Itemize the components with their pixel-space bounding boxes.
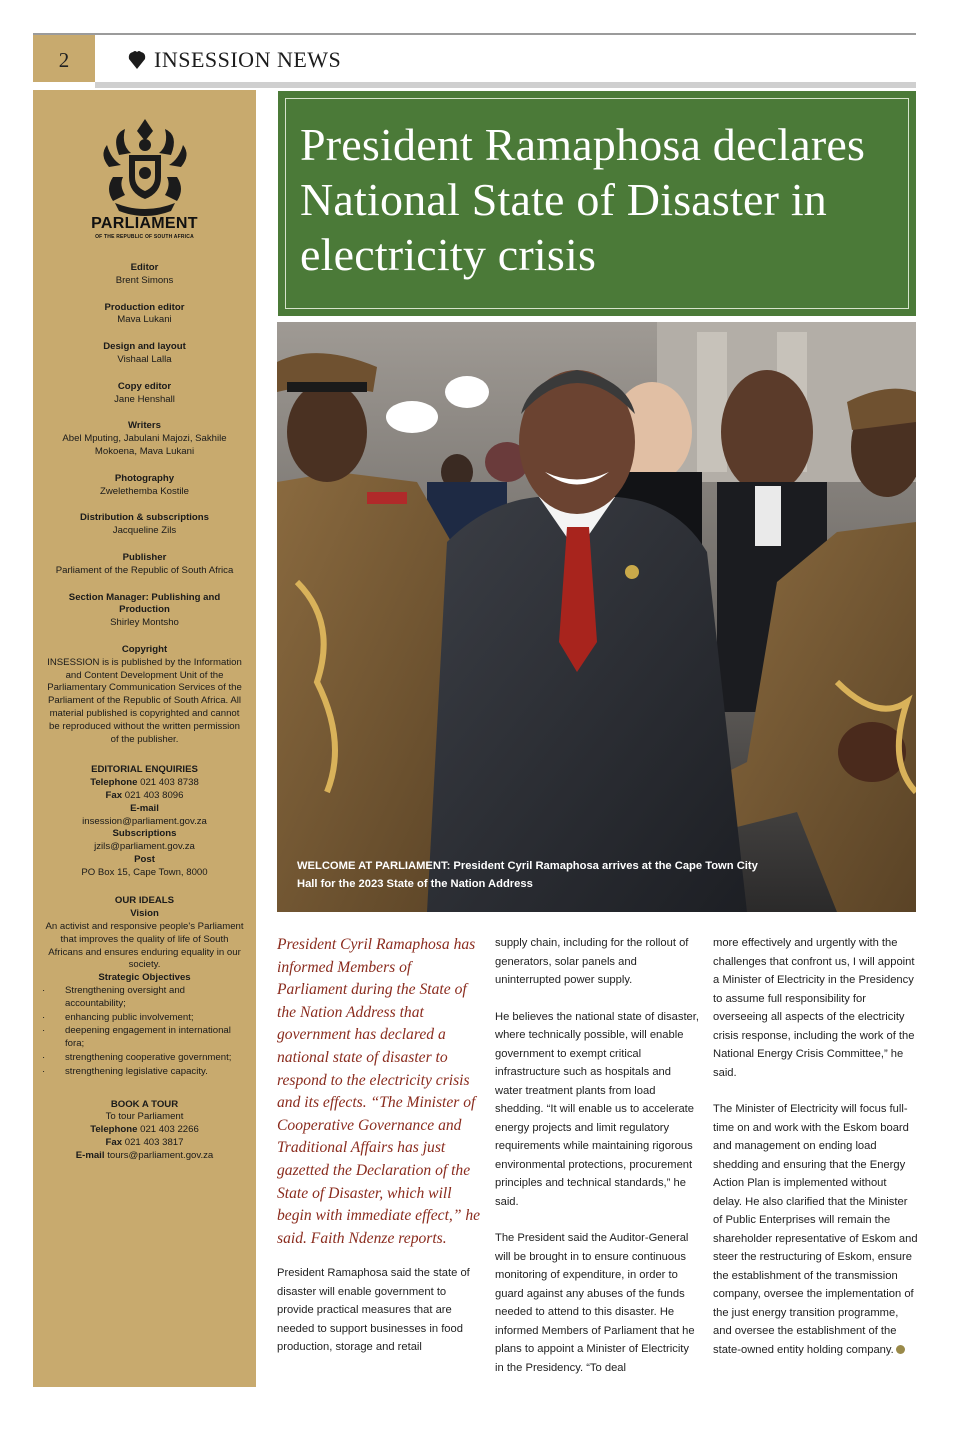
article-paragraph: supply chain, including for the rollout of generators, solar panels and uninterrupted power supply. — [495, 937, 689, 986]
tour-telephone: 021 403 2266 — [140, 1124, 199, 1136]
credit-names: Shirley Montsho — [110, 617, 179, 629]
article-paragraph: President Ramaphosa said the state of disaster will enable government to provide practical measures that are needed to support businesses in food production, storage and retail — [277, 1267, 470, 1354]
article-paragraph-text: The Minister of Electricity will focus full-time on and work with the Eskom board and management on ending load shedding and ensuring that the Energy Action Plan is implemented without delay. He also clarified that the Minister of Public Enterprises will remain the shareholder representative of Eskom and steer the restructuring of Eskom, ensure the establishment of the transmission company, oversee the implementation of the just energy transition programme, and oversee the establishment of the state-owned entity holding company. — [713, 1103, 918, 1356]
credit-block — [45, 262, 244, 288]
post-label: Post — [134, 853, 155, 865]
credit-names: Parliament of the Republic of South Africa — [55, 564, 234, 576]
page-number: 2 — [33, 35, 95, 82]
article-paragraph: He believes the national state of disaster, where technically possible, will enable government to exempt critical infrastructure such as hospitals and water treatment plants from load shedding. “It will enable us to accelerate energy projects and limit regulatory requirements while maintaining rigorous environmental protections, procurement principles and technical standards,” he said. — [495, 1010, 699, 1208]
ceremony-photo-illustration — [277, 322, 916, 912]
credit-role: Photography — [114, 472, 175, 484]
copyright-text: INSESSION is is published by the Information and Content Development Unit of the Parliamentary Communication Services of the Parliament of the Republic of South Africa. All material published is copyrighted and cannot be reproduced without the written permission of the publisher. — [47, 656, 242, 745]
list-item: · deepening engagement in international fora; — [45, 1025, 244, 1051]
subscriptions-label: Subscriptions — [112, 828, 177, 840]
credit-block — [45, 592, 244, 630]
credit-names: Abel Mputing, Jabulani Majozi, Sakhile Mokoena, Mava Lukani — [62, 433, 227, 457]
credit-block — [45, 341, 244, 367]
headline-box — [278, 91, 916, 316]
credit-role: Design and layout — [103, 341, 186, 353]
subscriptions-email-link[interactable]: jzils@parliament.gov.za — [94, 841, 195, 853]
article-column-1 — [277, 934, 482, 1375]
masthead-sidebar — [33, 90, 256, 1387]
article-headline: President Ramaphosa declares National State of Disaster in electricity crisis — [300, 119, 866, 280]
end-of-article-icon — [896, 1345, 905, 1354]
credit-role: Copy editor — [117, 380, 172, 392]
fax-label: Fax — [105, 789, 123, 801]
article-paragraph: more effectively and urgently with the challenges that confront us, I will appoint a Minister of Electricity in the Presidency to assume full responsibility for overseeing all aspects of the electricity crisis response, including the work of the National Energy Crisis Committee,” he said. — [713, 937, 915, 1079]
article-photo — [277, 322, 916, 912]
email-label: E-mail — [130, 802, 159, 814]
tour-telephone-label: Telephone — [90, 1124, 138, 1136]
tour-fax: 021 403 3817 — [124, 1137, 184, 1149]
article-paragraph-last — [713, 1100, 918, 1359]
telephone-label: Telephone — [90, 777, 138, 789]
credit-role: Section Manager: Publishing and Production — [68, 591, 221, 616]
credit-block — [45, 473, 244, 499]
credit-names: Jane Henshall — [114, 393, 175, 405]
credit-role: Writers — [128, 420, 161, 432]
article-column-3 — [713, 934, 918, 1377]
tour-title: BOOK A TOUR — [110, 1098, 179, 1110]
credit-names: Mava Lukani — [117, 314, 172, 326]
org-subtitle: OF THE REPUBLIC OF SOUTH AFRICA — [95, 234, 194, 240]
enquiries-title: EDITORIAL ENQUIRIES — [91, 764, 198, 776]
credit-block — [45, 302, 244, 328]
credit-block — [45, 512, 244, 538]
editorial-enquiries — [45, 764, 244, 1162]
credit-role: Distribution & subscriptions — [80, 512, 209, 524]
org-name: PARLIAMENT — [91, 215, 198, 232]
credit-block — [45, 381, 244, 407]
credit-role: Editor — [130, 262, 159, 273]
credit-block — [45, 420, 244, 458]
credits — [45, 262, 244, 1163]
publication-title: INSESSION NEWS — [154, 47, 342, 72]
ideals-title: OUR IDEALS — [114, 895, 175, 907]
shell-icon — [126, 50, 148, 70]
tour-email-link[interactable]: tours@parliament.gov.za — [107, 1149, 214, 1161]
masthead — [126, 45, 341, 75]
article-lede: President Cyril Ramaphosa has informed Members of Parliament during the State of the Nation Address that government has declared a national state of disaster to respond to the electricity crisis and its effects. “The Minister of Cooperative Governance and Traditional Affairs has just gazetted the Declaration of the State of Disaster, which will begin with immediate effect,” he said. Faith Ndenze reports. — [277, 936, 481, 1247]
vision-text: An activist and responsive people's Parliament that improves the quality of life of South Africans and ensures enduring equality in our society. — [45, 921, 244, 971]
header-bar — [95, 82, 916, 88]
credit-names: Jacqueline Zils — [112, 525, 177, 537]
list-item: · strengthening cooperative government; — [45, 1052, 244, 1065]
tour-email-label: E-mail — [75, 1149, 105, 1161]
list-item: · enhancing public involvement; — [45, 1012, 244, 1025]
credit-role: Publisher — [122, 551, 167, 563]
objectives-list — [45, 985, 244, 1079]
telephone-number: 021 403 8738 — [140, 777, 199, 789]
credit-block — [45, 552, 244, 578]
copyright-notice — [45, 644, 244, 746]
tour-text: To tour Parliament — [105, 1111, 184, 1123]
objectives-label: Strategic Objectives — [98, 972, 191, 984]
photo-caption: WELCOME AT PARLIAMENT: President Cyril Ramaphosa arrives at the Cape Town City Hall for the 2023 State of the Nation Address — [297, 860, 758, 890]
article-paragraph: The President said the Auditor-General will be brought in to ensure continuous monitoring of expenditure, in order to guard against any abuses of the funds needed to attend to this disaster. He informed Members of Parliament that he plans to appoint a Minister of Electricity in the Presidency. “To deal — [495, 1232, 695, 1374]
post-address: PO Box 15, Cape Town, 8000 — [81, 866, 208, 878]
email-link[interactable]: insession@parliament.gov.za — [82, 815, 207, 827]
list-item: · Strengthening oversight and accountability; — [45, 985, 244, 1011]
copyright-title: Copyright — [121, 643, 168, 655]
vision-label: Vision — [130, 908, 159, 920]
coat-of-arms-icon — [95, 115, 195, 223]
fax-number: 021 403 8096 — [124, 789, 184, 801]
credit-names: Brent Simons — [115, 274, 174, 286]
credit-names: Zwelethemba Kostile — [99, 485, 190, 497]
credit-names: Vishaal Lalla — [117, 353, 172, 365]
list-item: · strengthening legislative capacity. — [45, 1066, 244, 1079]
article-column-2 — [495, 934, 700, 1395]
header-rule — [33, 33, 916, 35]
tour-fax-label: Fax — [105, 1137, 123, 1149]
credit-role: Production editor — [104, 301, 185, 313]
